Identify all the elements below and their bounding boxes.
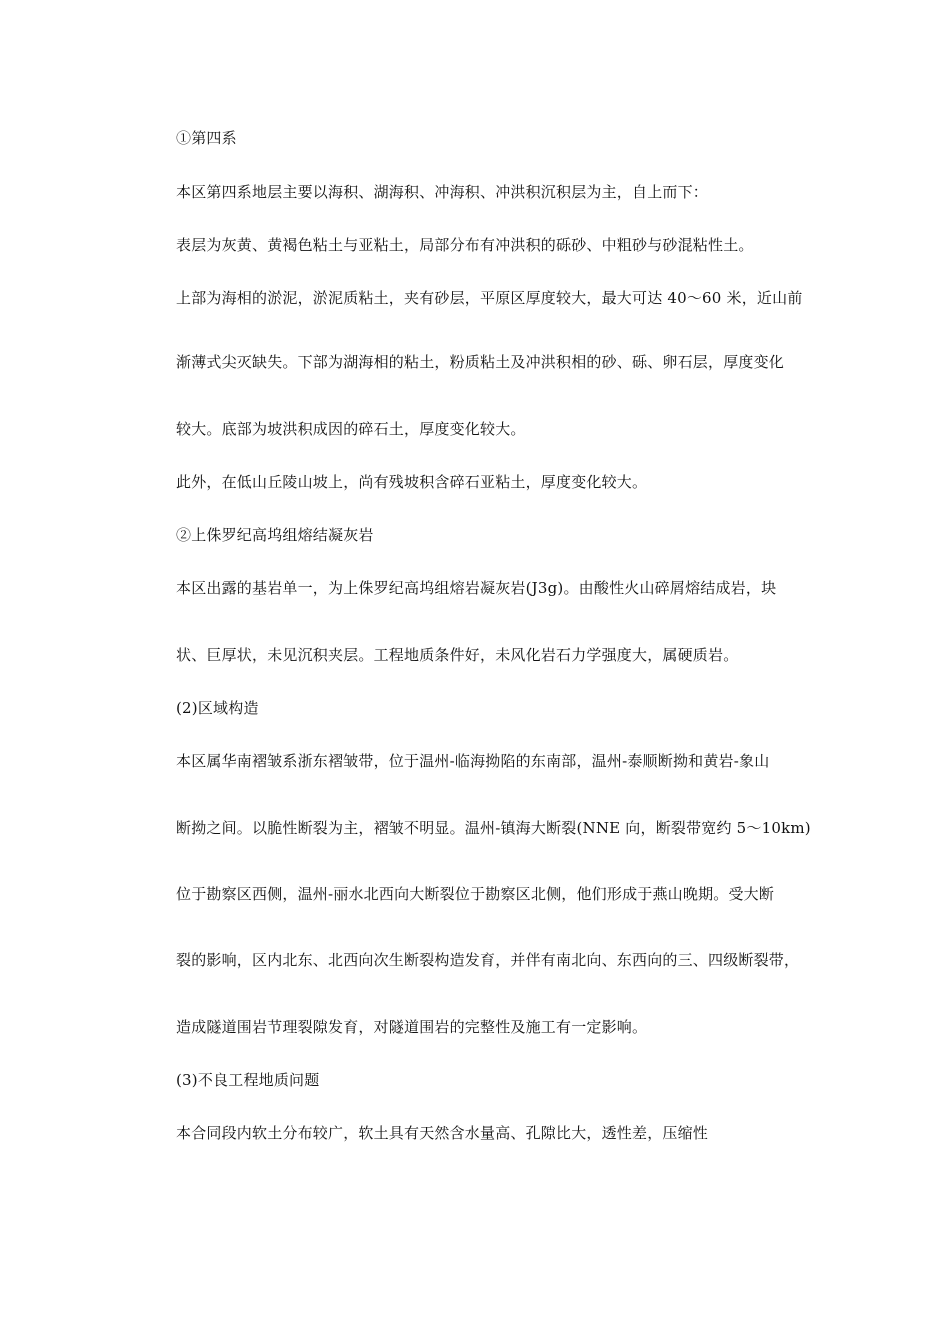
- heading-quaternary: ①第四系: [176, 129, 237, 147]
- paragraph-line: 本区属华南褶皱系浙东褶皱带，位于温州-临海拗陷的东南部，温州-泰顺断拗和黄岩-象山: [176, 752, 770, 770]
- paragraph-line: 渐薄式尖灭缺失。下部为湖海相的粘土，粉质粘土及冲洪积相的砂、砾、卵石层，厚度变化: [176, 353, 785, 371]
- paragraph-line: 状、巨厚状，未见沉积夹层。工程地质条件好，未风化岩石力学强度大，属硬质岩。: [176, 646, 739, 664]
- paragraph-line: 较大。底部为坡洪积成因的碎石土，厚度变化较大。: [176, 420, 526, 438]
- heading-geological-problems: (3)不良工程地质问题: [176, 1071, 320, 1089]
- paragraph-line: 表层为灰黄、黄褐色粘土与亚粘土，局部分布有冲洪积的砾砂、中粗砂与砂混粘性土。: [176, 236, 754, 254]
- paragraph-line: 本区第四系地层主要以海积、湖海积、冲海积、冲洪积沉积层为主，自上而下：: [176, 183, 709, 201]
- paragraph-line: 位于勘察区西侧，温州-丽水北西向大断裂位于勘察区北侧，他们形成于燕山晚期。受大断: [176, 885, 775, 903]
- heading-jurassic-tuff: ②上侏罗纪高坞组熔结凝灰岩: [176, 526, 374, 544]
- heading-regional-structure: (2)区域构造: [176, 699, 259, 717]
- paragraph-line: 此外，在低山丘陵山坡上，尚有残坡积含碎石亚粘土，厚度变化较大。: [176, 473, 648, 491]
- paragraph-line: 造成隧道围岩节理裂隙发育，对隧道围岩的完整性及施工有一定影响。: [176, 1018, 648, 1036]
- paragraph-line: 本合同段内软土分布较广，软土具有天然含水量高、孔隙比大，透性差，压缩性: [176, 1124, 709, 1142]
- paragraph-line: 本区出露的基岩单一，为上侏罗纪高坞组熔岩凝灰岩(J3g)。由酸性火山碎屑熔结成岩，块: [176, 579, 777, 597]
- paragraph-line: 裂的影响，区内北东、北西向次生断裂构造发育，并伴有南北向、东西向的三、四级断裂带，: [176, 951, 800, 969]
- paragraph-line: 断拗之间。以脆性断裂为主，褶皱不明显。温州-镇海大断裂(NNE 向，断裂带宽约 5～10km): [176, 819, 811, 837]
- paragraph-line: 上部为海相的淤泥，淤泥质粘土，夹有砂层，平原区厚度较大，最大可达 40～60 米，近山前: [176, 289, 803, 307]
